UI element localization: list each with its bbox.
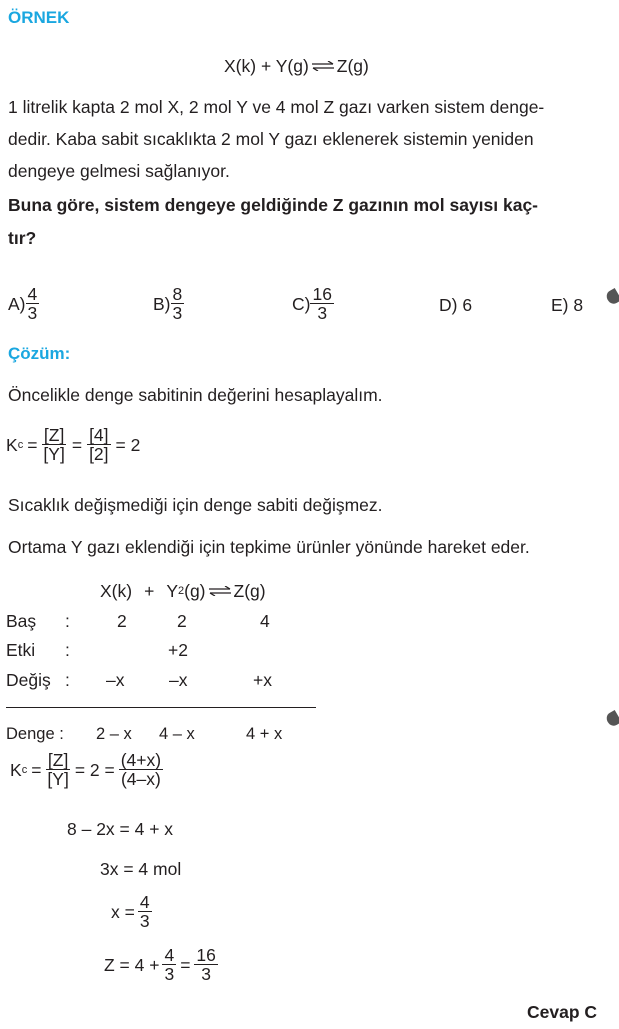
option-c — [292, 285, 334, 323]
step-3-den: 3 — [139, 911, 150, 932]
step-1: 8 – 2x = 4 + x — [67, 819, 174, 839]
row-degis-z: +x — [253, 670, 272, 690]
kc1-num-1: [Z] — [43, 425, 65, 445]
page-marker-icon — [604, 710, 619, 728]
kc-subscript: c — [17, 438, 24, 451]
row-etki-y: +2 — [168, 640, 188, 660]
table-reaction-y: Y — [166, 581, 178, 601]
option-a-denominator: 3 — [27, 303, 38, 324]
kc2-symbol: K — [10, 759, 22, 780]
row-denge-label: Denge : — [6, 725, 64, 743]
row-degis-colon: : — [65, 670, 70, 690]
option-b-label: B) — [153, 293, 171, 314]
question-line-1: Buna göre, sistem dengeye geldiğinde Z gazının mol sayısı kaç- — [8, 195, 538, 215]
kc-equation-1 — [6, 426, 140, 464]
kc1-fraction-2 — [87, 426, 110, 464]
table-reaction-x: X(k) — [100, 581, 133, 601]
table-reaction-plus: + — [144, 581, 155, 601]
kc2-num-1: [Z] — [47, 750, 69, 770]
reaction-left: X(k) + Y(g) — [224, 56, 309, 76]
step-4 — [104, 946, 218, 984]
step-3-fraction — [138, 893, 152, 931]
row-bas-colon: : — [65, 611, 70, 631]
row-bas-y: 2 — [177, 611, 187, 631]
kc1-equals-2: = — [71, 434, 83, 455]
step-4-fraction-1 — [162, 946, 176, 984]
equilibrium-arrow-icon — [208, 586, 232, 596]
kc2-fraction-2 — [119, 751, 163, 789]
option-c-numerator: 16 — [312, 284, 332, 304]
option-b — [153, 285, 184, 323]
step-4-num-1: 4 — [164, 945, 175, 965]
solution-line-2: Sıcaklık değişmediği için denge sabiti değişmez. — [8, 495, 383, 515]
step-4-num-2: 16 — [196, 945, 216, 965]
problem-line-3: dengeye gelmesi sağlanıyor. — [8, 161, 230, 181]
option-d: D) 6 — [439, 295, 473, 315]
solution-line-3: Ortama Y gazı eklendiği için tepkime ürünler yönünde hareket eder. — [8, 537, 530, 557]
answer-label: Cevap C — [527, 1002, 598, 1022]
step-3-lhs: x = — [111, 901, 135, 922]
row-denge-x: 2 – x — [96, 725, 132, 743]
kc-symbol: K — [6, 434, 18, 455]
table-reaction-z: Z(g) — [233, 581, 266, 601]
step-3 — [111, 893, 152, 931]
row-degis-label: Değiş — [6, 670, 51, 690]
row-degis-y: –x — [169, 670, 188, 690]
row-bas-label: Baş — [6, 611, 37, 631]
row-denge-z: 4 + x — [246, 725, 283, 743]
reaction-equation — [224, 56, 369, 76]
kc2-num-2: (4+x) — [120, 750, 162, 770]
option-b-fraction — [171, 285, 185, 323]
table-divider — [6, 707, 316, 708]
kc2-subscript: c — [21, 763, 28, 776]
problem-line-2: dedir. Kaba sabit sıcaklıkta 2 mol Y gazı eklenerek sistemin yeniden — [8, 129, 534, 149]
option-c-label: C) — [292, 293, 311, 314]
step-4-den-2: 3 — [201, 964, 212, 985]
step-4-den-1: 3 — [164, 964, 175, 985]
step-2: 3x = 4 mol — [100, 859, 182, 879]
kc1-result: = 2 — [115, 434, 141, 455]
kc2-den-2: (4–x) — [120, 769, 161, 790]
option-b-numerator: 8 — [172, 284, 183, 304]
option-c-denominator: 3 — [317, 303, 328, 324]
option-a-fraction — [26, 285, 40, 323]
reaction-right: Z(g) — [336, 56, 369, 76]
table-reaction-y-subscript: 2 — [178, 585, 185, 597]
row-bas-z: 4 — [260, 611, 270, 631]
step-4-fraction-2 — [194, 946, 217, 984]
option-e: E) 8 — [551, 295, 584, 315]
row-bas-x: 2 — [117, 611, 127, 631]
row-denge-y: 4 – x — [159, 725, 195, 743]
option-a — [8, 285, 39, 323]
kc2-middle: = 2 = — [74, 759, 115, 780]
option-a-label: A) — [8, 293, 26, 314]
row-degis-x: –x — [106, 670, 125, 690]
question-line-2: tır? — [8, 228, 37, 248]
solution-line-1: Öncelikle denge sabitinin değerini hesaplayalım. — [8, 385, 383, 405]
kc1-fraction-1 — [41, 426, 66, 464]
row-etki-colon: : — [65, 640, 70, 660]
kc-equals: = — [27, 434, 38, 455]
example-heading: ÖRNEK — [8, 8, 70, 27]
step-4-lhs: Z = 4 + — [104, 954, 160, 975]
option-b-denominator: 3 — [172, 303, 183, 324]
kc2-fraction-1 — [45, 751, 70, 789]
kc2-den-1: [Y] — [47, 769, 69, 790]
equilibrium-arrow-icon — [311, 61, 335, 71]
problem-line-1: 1 litrelik kapta 2 mol X, 2 mol Y ve 4 mol Z gazı varken sistem denge- — [8, 97, 545, 117]
solution-heading: Çözüm: — [8, 344, 71, 363]
table-reaction — [100, 581, 266, 601]
option-c-fraction — [310, 285, 333, 323]
page-marker-icon — [604, 288, 619, 306]
kc-equation-2 — [10, 751, 163, 789]
step-3-num: 4 — [139, 892, 150, 912]
kc1-den-2: [2] — [89, 444, 109, 465]
kc1-den-1: [Y] — [43, 444, 65, 465]
step-4-equals: = — [180, 954, 191, 975]
kc1-num-2: [4] — [89, 425, 109, 445]
option-a-numerator: 4 — [27, 284, 38, 304]
table-reaction-y-phase: (g) — [184, 581, 206, 601]
row-etki-label: Etki — [6, 640, 36, 660]
kc2-equals: = — [31, 759, 42, 780]
